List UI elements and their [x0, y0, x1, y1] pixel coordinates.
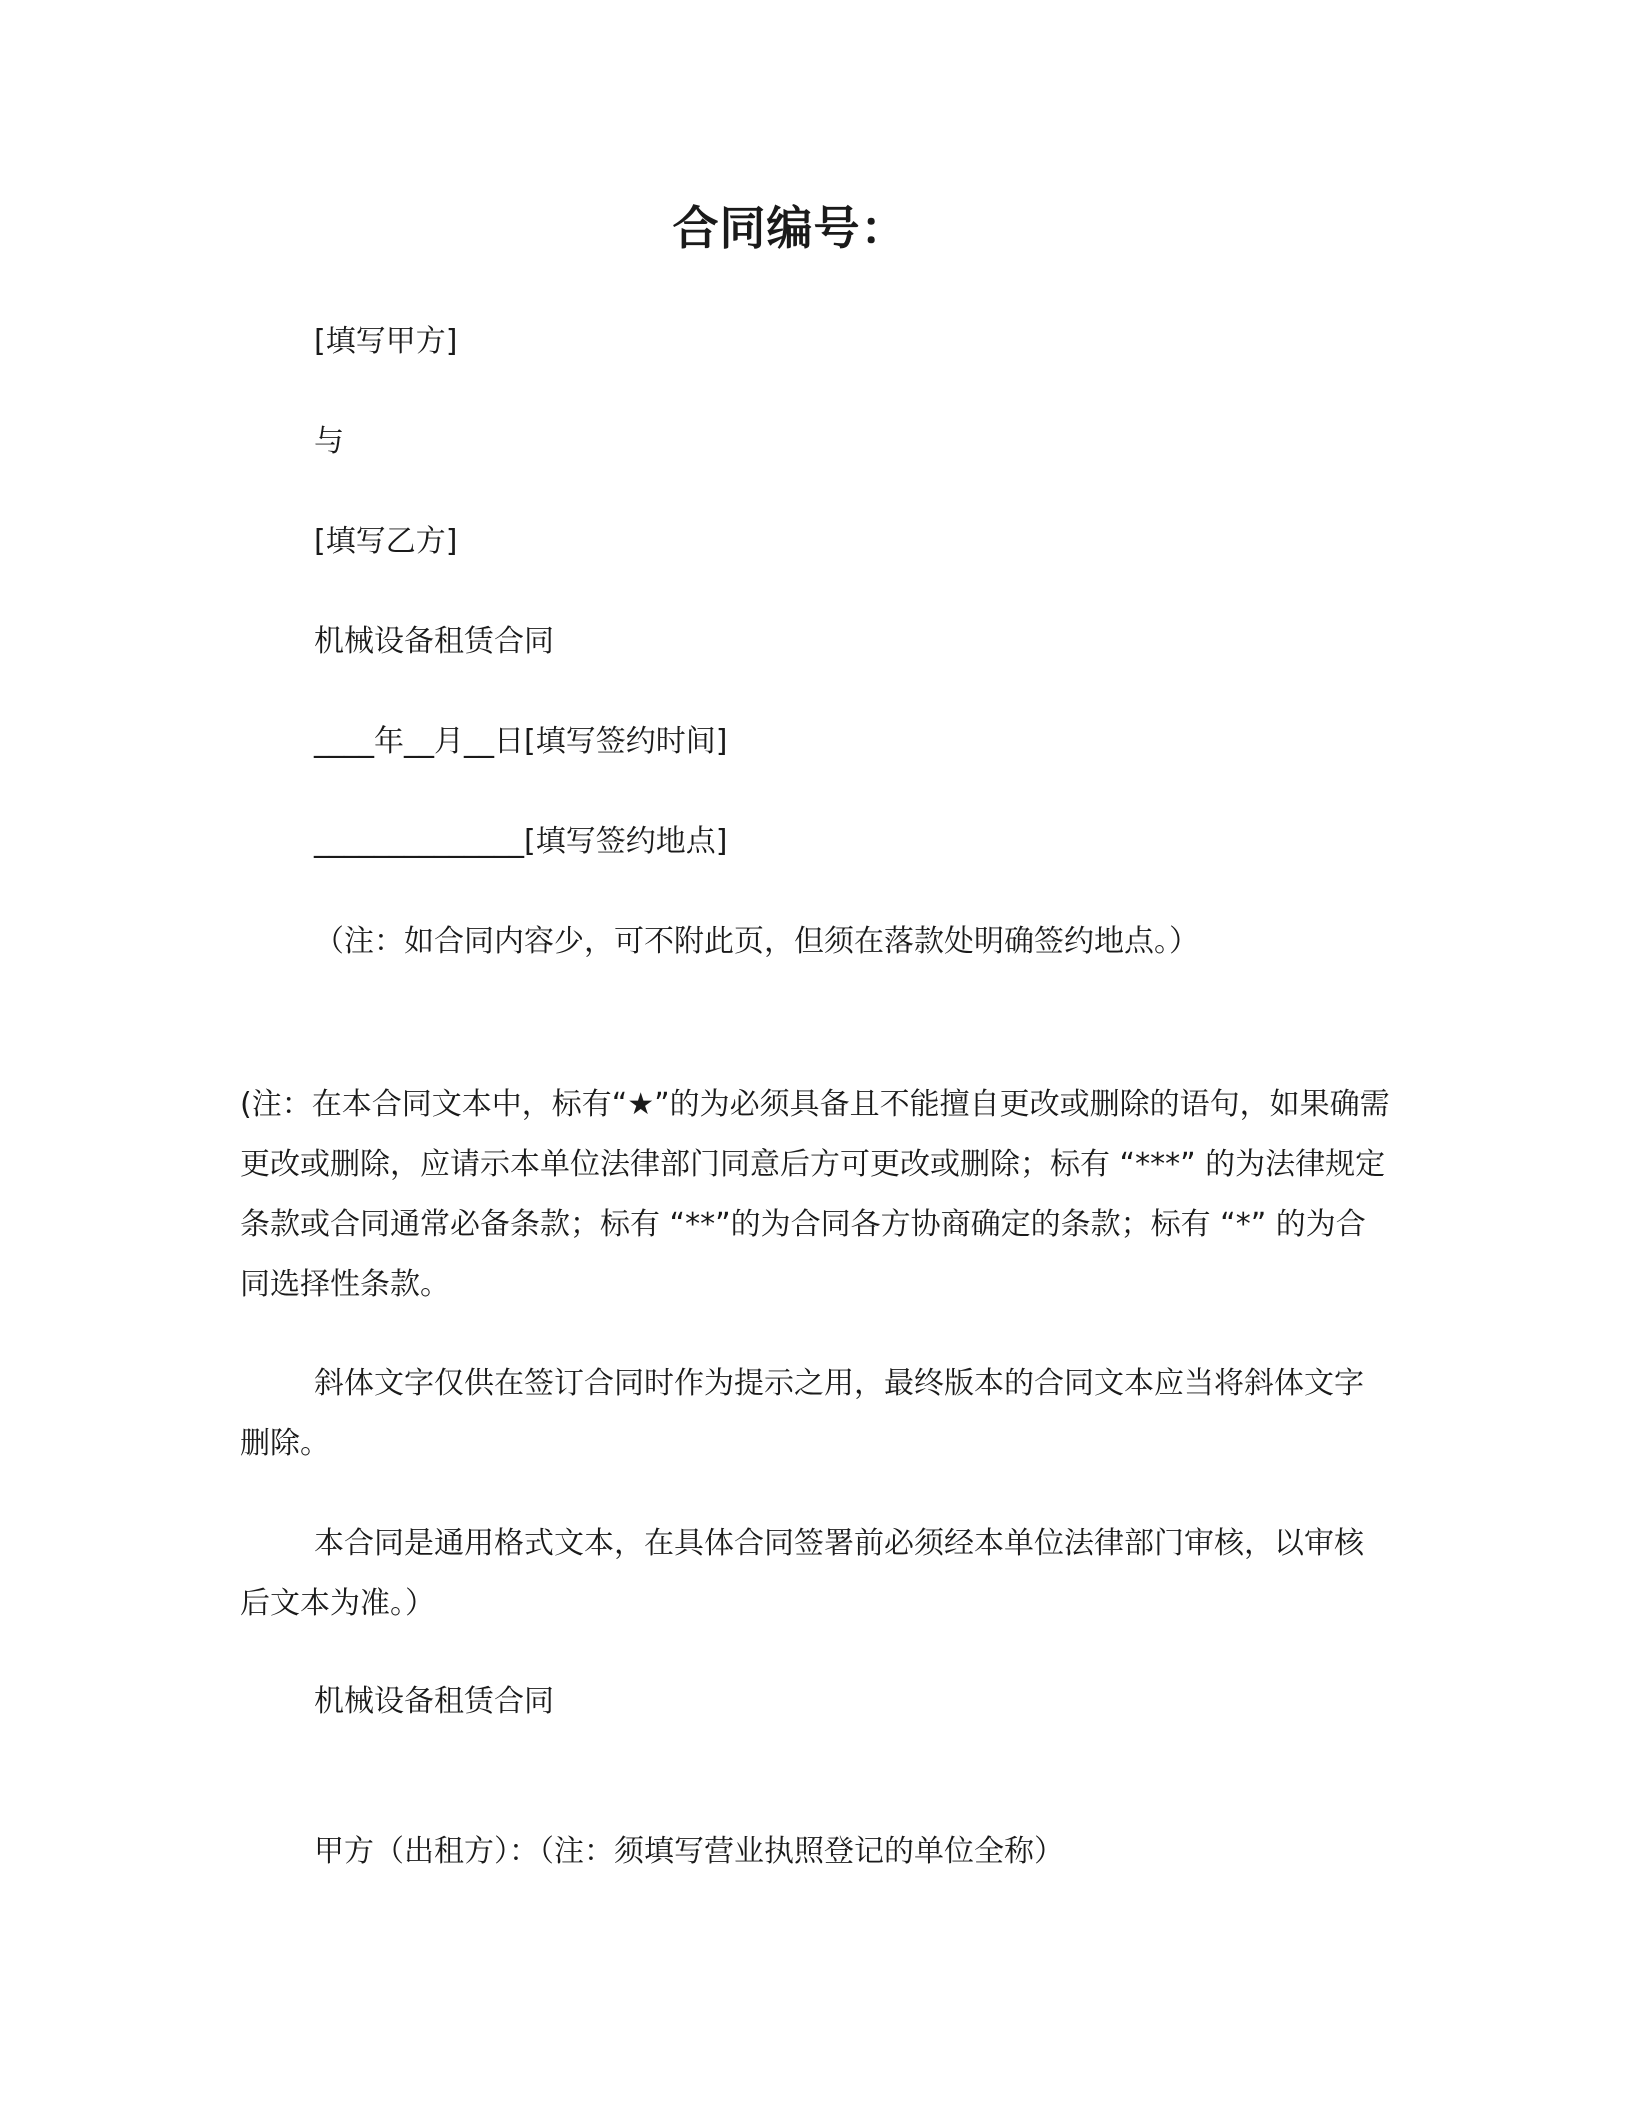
sign-date-line: ____年__月__日[填写签约时间]	[314, 724, 728, 759]
contract-name: 机械设备租赁合同	[314, 624, 554, 659]
note-paragraph-2: 斜体文字仅供在签订合同时作为提示之用，最终版本的合同文本应当将斜体文字删除。	[240, 1366, 1364, 1461]
note-paragraph-3: 本合同是通用格式文本，在具体合同签署前必须经本单位法律部门审核，以审核后文本为准。）	[240, 1526, 1364, 1621]
review-note	[240, 1514, 1390, 1634]
party-b-placeholder: [填写乙方]	[314, 524, 458, 559]
sign-place-line: ______________[填写签约地点]	[314, 824, 728, 859]
note-paragraph-1: (注：在本合同文本中，标有“★”的为必须具备且不能擅自更改或删除的语句，如果确需更改或删除，应请示本单位法律部门同意后方可更改或删除；标有 “***” 的为法律规定条款或合同通常必备条款；标有 “**”的为合同各方协商确定的条款；标有 “*” 的为合同选择性条款。	[240, 1087, 1390, 1302]
party-a-placeholder: [填写甲方]	[314, 324, 458, 359]
party-a-line: 甲方（出租方）：（注：须填写营业执照登记的单位全称）	[314, 1834, 1064, 1869]
cover-note: （注：如合同内容少，可不附此页，但须在落款处明确签约地点。）	[314, 924, 1199, 959]
contract-name-heading: 机械设备租赁合同	[314, 1684, 554, 1719]
italic-note	[240, 1354, 1390, 1474]
contract-number-title: 合同编号：	[672, 201, 908, 255]
contract-notes	[240, 1075, 1390, 1315]
with-text: 与	[314, 424, 344, 459]
